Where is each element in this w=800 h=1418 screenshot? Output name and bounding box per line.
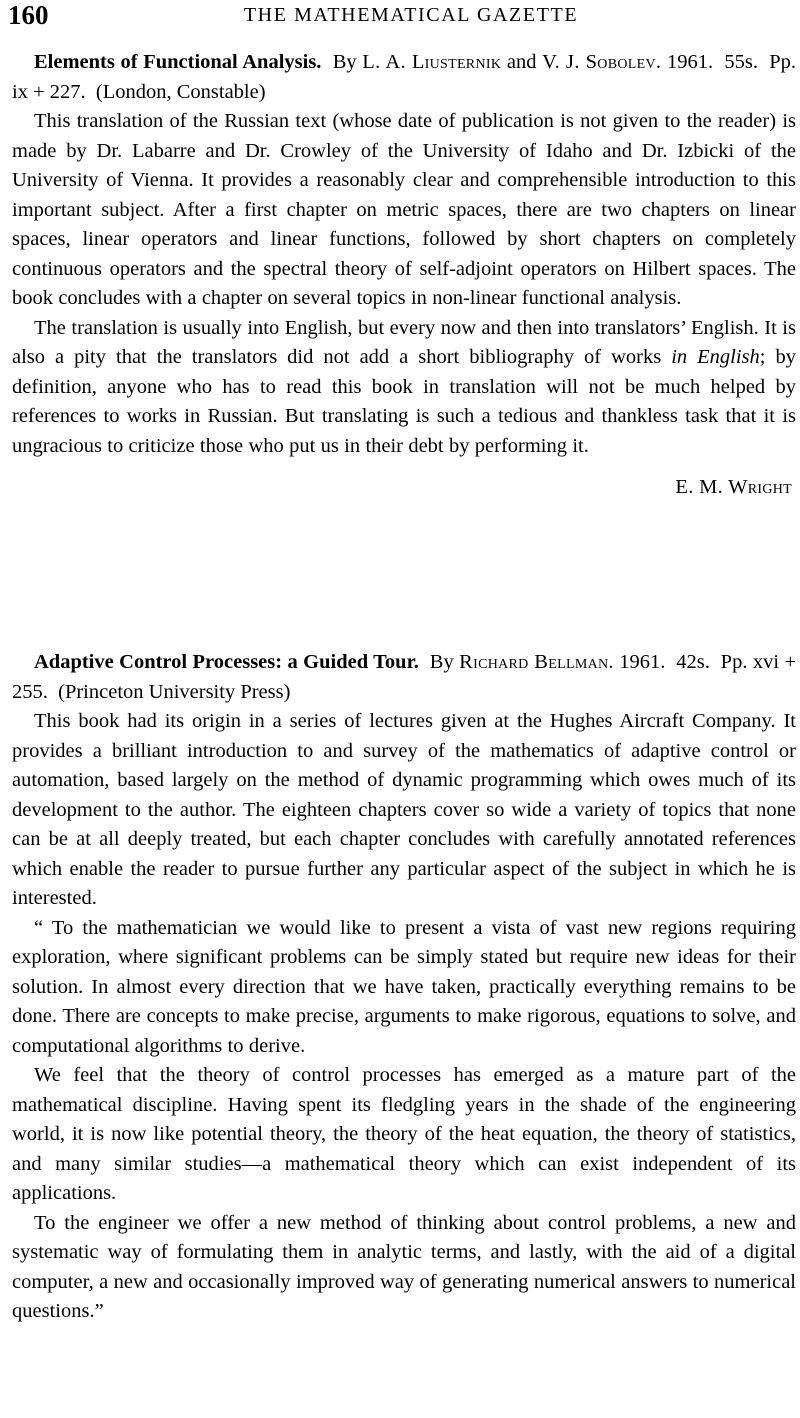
review-paragraph [12,1061,796,1209]
paragraph-text: “ To the mathematician we would like to present a vista of vast new regions requiring exploration, where significant problems can be simply stated but require new ideas for their solution. In almost every direction that we have taken, practically everything remains to be done. There are concepts to make precise, arguments to make rigorous, equations to solve, and computational algorithms to derive. [12,916,796,1057]
publisher: (Princeton University Press) [58,680,291,703]
paragraph-text: ; by definition, anyone who has to read this book in translation will not be much helped by references to works in Russian. But translating is such a tedious and thankless task that it is ungracious to criticize those who put us in their debt by performing it. [12,346,796,457]
page-count: Pp. xvi + 255. [12,651,797,703]
price: 42s. [676,651,710,673]
paragraph-text: We feel that the theory of control processes has emerged as a mature part of the mathematical discipline. Having spent its fledgling years in the shade of the engineering world, it is now like potential theory, the theory of the heat equation, the theory of statistics, and many similar studies—a mathematical theory which can exist independent of its applications. [12,1064,796,1204]
review-heading [12,648,796,707]
price: 55s. [724,51,758,73]
author-primary: L. A. Liusternik [362,51,502,73]
emphasis-text: in English [671,346,760,368]
by-word: By [332,51,357,73]
review-liusternik-sobolev [12,48,796,503]
page-count: Pp. ix + 227. [12,51,797,103]
paragraph-text: To the engineer we offer a new method of thinking about control problems, a new and systematic way of formulating them in analytic terms, and lastly, with the aid of a digital computer, a new and occasionally improved way of generating numerical answers to numerical questions.” [12,1211,796,1322]
review-paragraph [12,707,796,914]
publisher: (London, Constable) [95,80,266,103]
review-paragraph [12,107,796,314]
paragraph-text: This translation of the Russian text (whose date of publication is not given to the reader) is made by Dr. Labarre and Dr. Crowley of the University of Idaho and Dr. Izbicki of the University of Vienna. It provides a reasonably clear and comprehensible introduction to this important subject. After a first chapter on metric spaces, there are two chapters on linear spaces, linear operators and linear functions, followed by short chapters on completely continuous operators and the spectral theory of self-adjoint operators on Hilbert spaces. The book concludes with a chapter on several topics in non-linear functional analysis. [12,110,796,309]
book-title: Elements of Functional Analysis. [34,51,322,73]
paragraph-text: The translation is usually into English, but every now and then into translators’ English. It is also a pity that the translators did not add a short bibliography of works [12,316,796,368]
publication-year: 1961. [666,51,714,73]
book-title: Adaptive Control Processes: a Guided Tour. [34,651,419,673]
running-head [0,0,800,34]
conjunction: and [506,51,537,73]
paragraph-text: This book had its origin in a series of lectures given at the Hughes Aircraft Company. It provides a brilliant introduction to and survey of the mathematics of adaptive control or automation, based largely on the method of dynamic programming which owes much of its development to the author. The eighteen chapters cover so wide a variety of topics that none can be at all deeply treated, but each chapter concludes with carefully annotated references which enable the reader to pursue further any particular aspect of the subject in which he is interested. [12,710,796,909]
running-title: THE MATHEMATICAL GAZETTE [243,4,579,26]
review-bellman [12,648,796,1327]
review-paragraph [12,914,796,1062]
reviewer-signature: E. M. Wright [675,476,792,498]
review-heading [12,48,796,107]
author-secondary: V. J. Sobolev. [542,51,662,73]
author-primary: Richard Bellman. [459,651,614,673]
review-paragraph [12,314,796,462]
by-word: By [429,651,454,673]
page-number: 160 [8,0,49,30]
review-paragraph [12,1209,796,1327]
publication-year: 1961. [619,651,666,673]
